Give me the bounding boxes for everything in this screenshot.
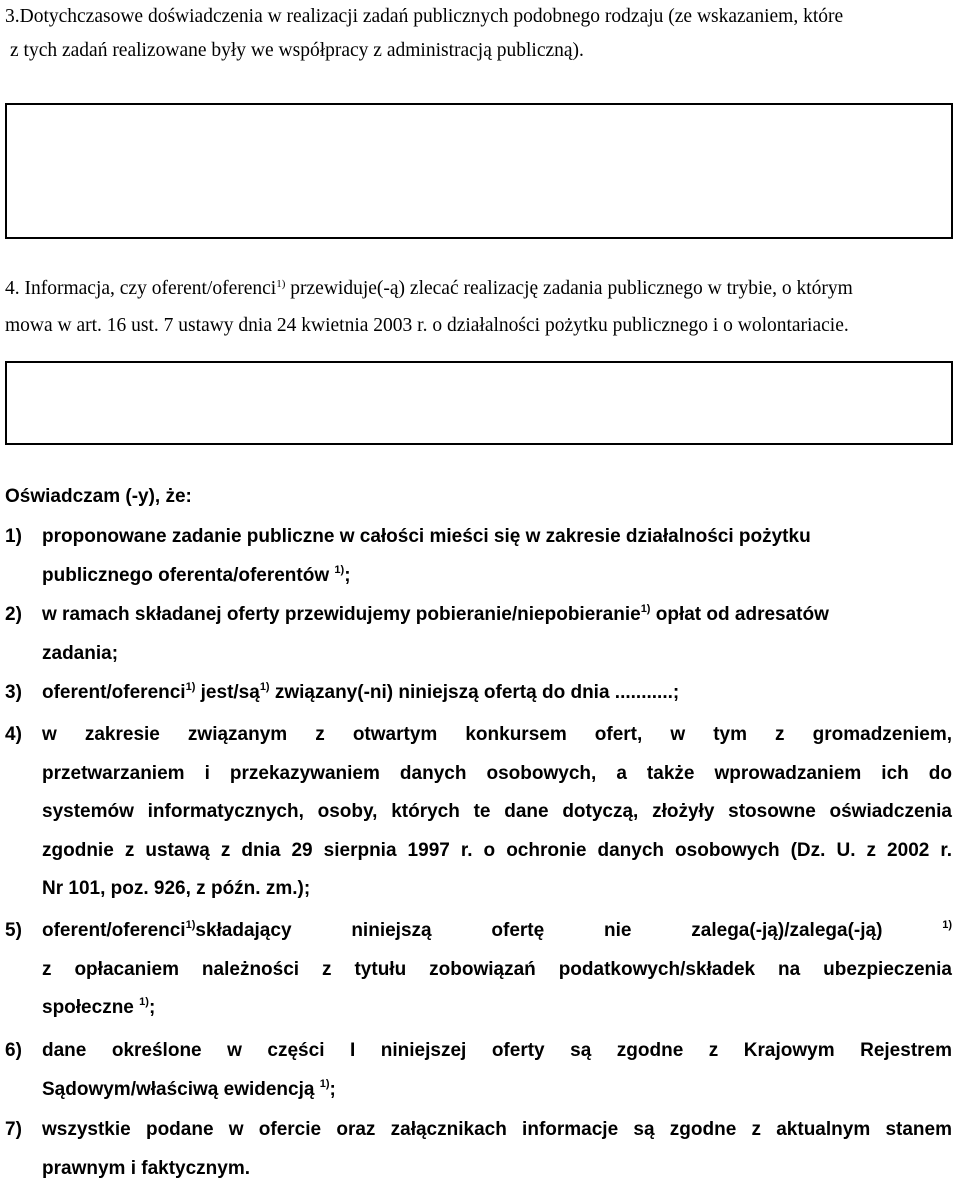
declarations-header: Oświadczam (-y), że:	[5, 482, 192, 512]
item-line: zadania;	[42, 635, 952, 674]
item-number: 4)	[5, 716, 22, 755]
item-body	[42, 1111, 952, 1188]
item-line	[42, 1071, 952, 1110]
item-text: w ramach składanej oferty przewidujemy pobieranie/niepobieranie	[42, 604, 641, 625]
section-3-heading-line1: 3.Dotychczasowe doświadczenia w realizacji zadań publicznych podobnego rodzaju (ze wskazaniem, które	[5, 0, 843, 34]
item-number: 5)	[5, 912, 22, 951]
item-text: ;	[330, 1079, 336, 1100]
item-text: publicznego oferenta/oferentów	[42, 565, 329, 586]
item-number: 1)	[5, 518, 22, 557]
item-body	[42, 518, 952, 595]
item-text: ;	[344, 565, 350, 586]
item-body	[42, 596, 952, 673]
item-line	[42, 596, 952, 635]
section-4-text-b: przewiduje(-ą) zlecać realizację zadania publicznego w trybie, o którym	[285, 278, 852, 299]
footnote-ref: 1)	[139, 996, 149, 1008]
item-line: zgodnie z ustawą z dnia 29 sierpnia 1997 r. o ochronie danych osobowych (Dz. U. z 2002 r.	[42, 832, 952, 871]
declaration-item-7	[5, 1111, 952, 1188]
item-line: prawnym i faktycznym.	[42, 1150, 952, 1188]
declaration-item-3	[5, 674, 952, 713]
item-text: oferent/oferenci	[42, 682, 186, 703]
item-text: oferent/oferenci	[42, 920, 186, 941]
item-body	[42, 912, 952, 1028]
declaration-item-1	[5, 518, 952, 595]
footnote-ref: 1)	[641, 603, 651, 615]
item-line: systemów informatycznych, osoby, których te dane dotyczą, złożyły stosowne oświadczenia	[42, 793, 952, 832]
item-text: opłat od adresatów	[650, 604, 828, 625]
item-number: 2)	[5, 596, 22, 635]
section-4-heading-line2: mowa w art. 16 ust. 7 ustawy dnia 24 kwietnia 2003 r. o działalności pożytku publicznego i o wolontariacie.	[5, 309, 849, 343]
declaration-item-5	[5, 912, 952, 1028]
item-line: z opłacaniem należności z tytułu zobowiązań podatkowych/składek na ubezpieczenia	[42, 951, 952, 990]
item-line	[42, 912, 952, 951]
footnote-ref: 1)	[942, 919, 952, 931]
declaration-item-2	[5, 596, 952, 673]
item-line: przetwarzaniem i przekazywaniem danych osobowych, a także wprowadzaniem ich do	[42, 755, 952, 794]
item-body	[42, 674, 952, 713]
item-line: proponowane zadanie publiczne w całości mieści się w zakresie działalności pożytku	[42, 518, 952, 557]
section-3	[0, 0, 960, 70]
item-line	[42, 557, 952, 596]
item-line: dane określone w części I niniejszej oferty są zgodne z Krajowym Rejestrem	[42, 1032, 952, 1071]
section-4-answer-box[interactable]	[5, 361, 953, 445]
section-3-heading-line2: z tych zadań realizowane były we współpracy z administracją publiczną).	[10, 34, 584, 68]
item-text: ;	[149, 997, 155, 1018]
footnote-ref: 1)	[260, 681, 270, 693]
item-text: społeczne	[42, 997, 134, 1018]
declaration-item-4	[5, 716, 952, 909]
footnote-ref: 1)	[186, 919, 196, 931]
item-body	[42, 716, 952, 909]
footnote-ref: 1)	[334, 564, 344, 576]
footnote-ref: 1)	[320, 1078, 330, 1090]
section-3-answer-box[interactable]	[5, 103, 953, 239]
declaration-item-6	[5, 1032, 952, 1109]
item-number: 6)	[5, 1032, 22, 1071]
item-text: jest/są	[195, 682, 259, 703]
section-4-text-a: 4. Informacja, czy oferent/oferenci	[5, 278, 276, 299]
item-number: 7)	[5, 1111, 22, 1150]
item-line: w zakresie związanym z otwartym konkursem ofert, w tym z gromadzeniem,	[42, 716, 952, 755]
item-line: wszystkie podane w ofercie oraz załącznikach informacje są zgodne z aktualnym stanem	[42, 1111, 952, 1150]
section-4-heading-line1	[5, 272, 853, 306]
item-line	[42, 674, 952, 713]
item-body	[42, 1032, 952, 1109]
footnote-ref: 1)	[186, 681, 196, 693]
item-line: Nr 101, poz. 926, z późn. zm.);	[42, 870, 952, 909]
item-text: składający niniejszą ofertę nie zalega(-ją)/zalega(-ją)	[195, 920, 882, 941]
item-text: Sądowym/właściwą ewidencją	[42, 1079, 314, 1100]
item-line	[42, 989, 952, 1028]
item-text: związany(-ni) niniejszą ofertą do dnia ...........;	[270, 682, 680, 703]
item-number: 3)	[5, 674, 22, 713]
footnote-ref: 1)	[276, 278, 285, 290]
